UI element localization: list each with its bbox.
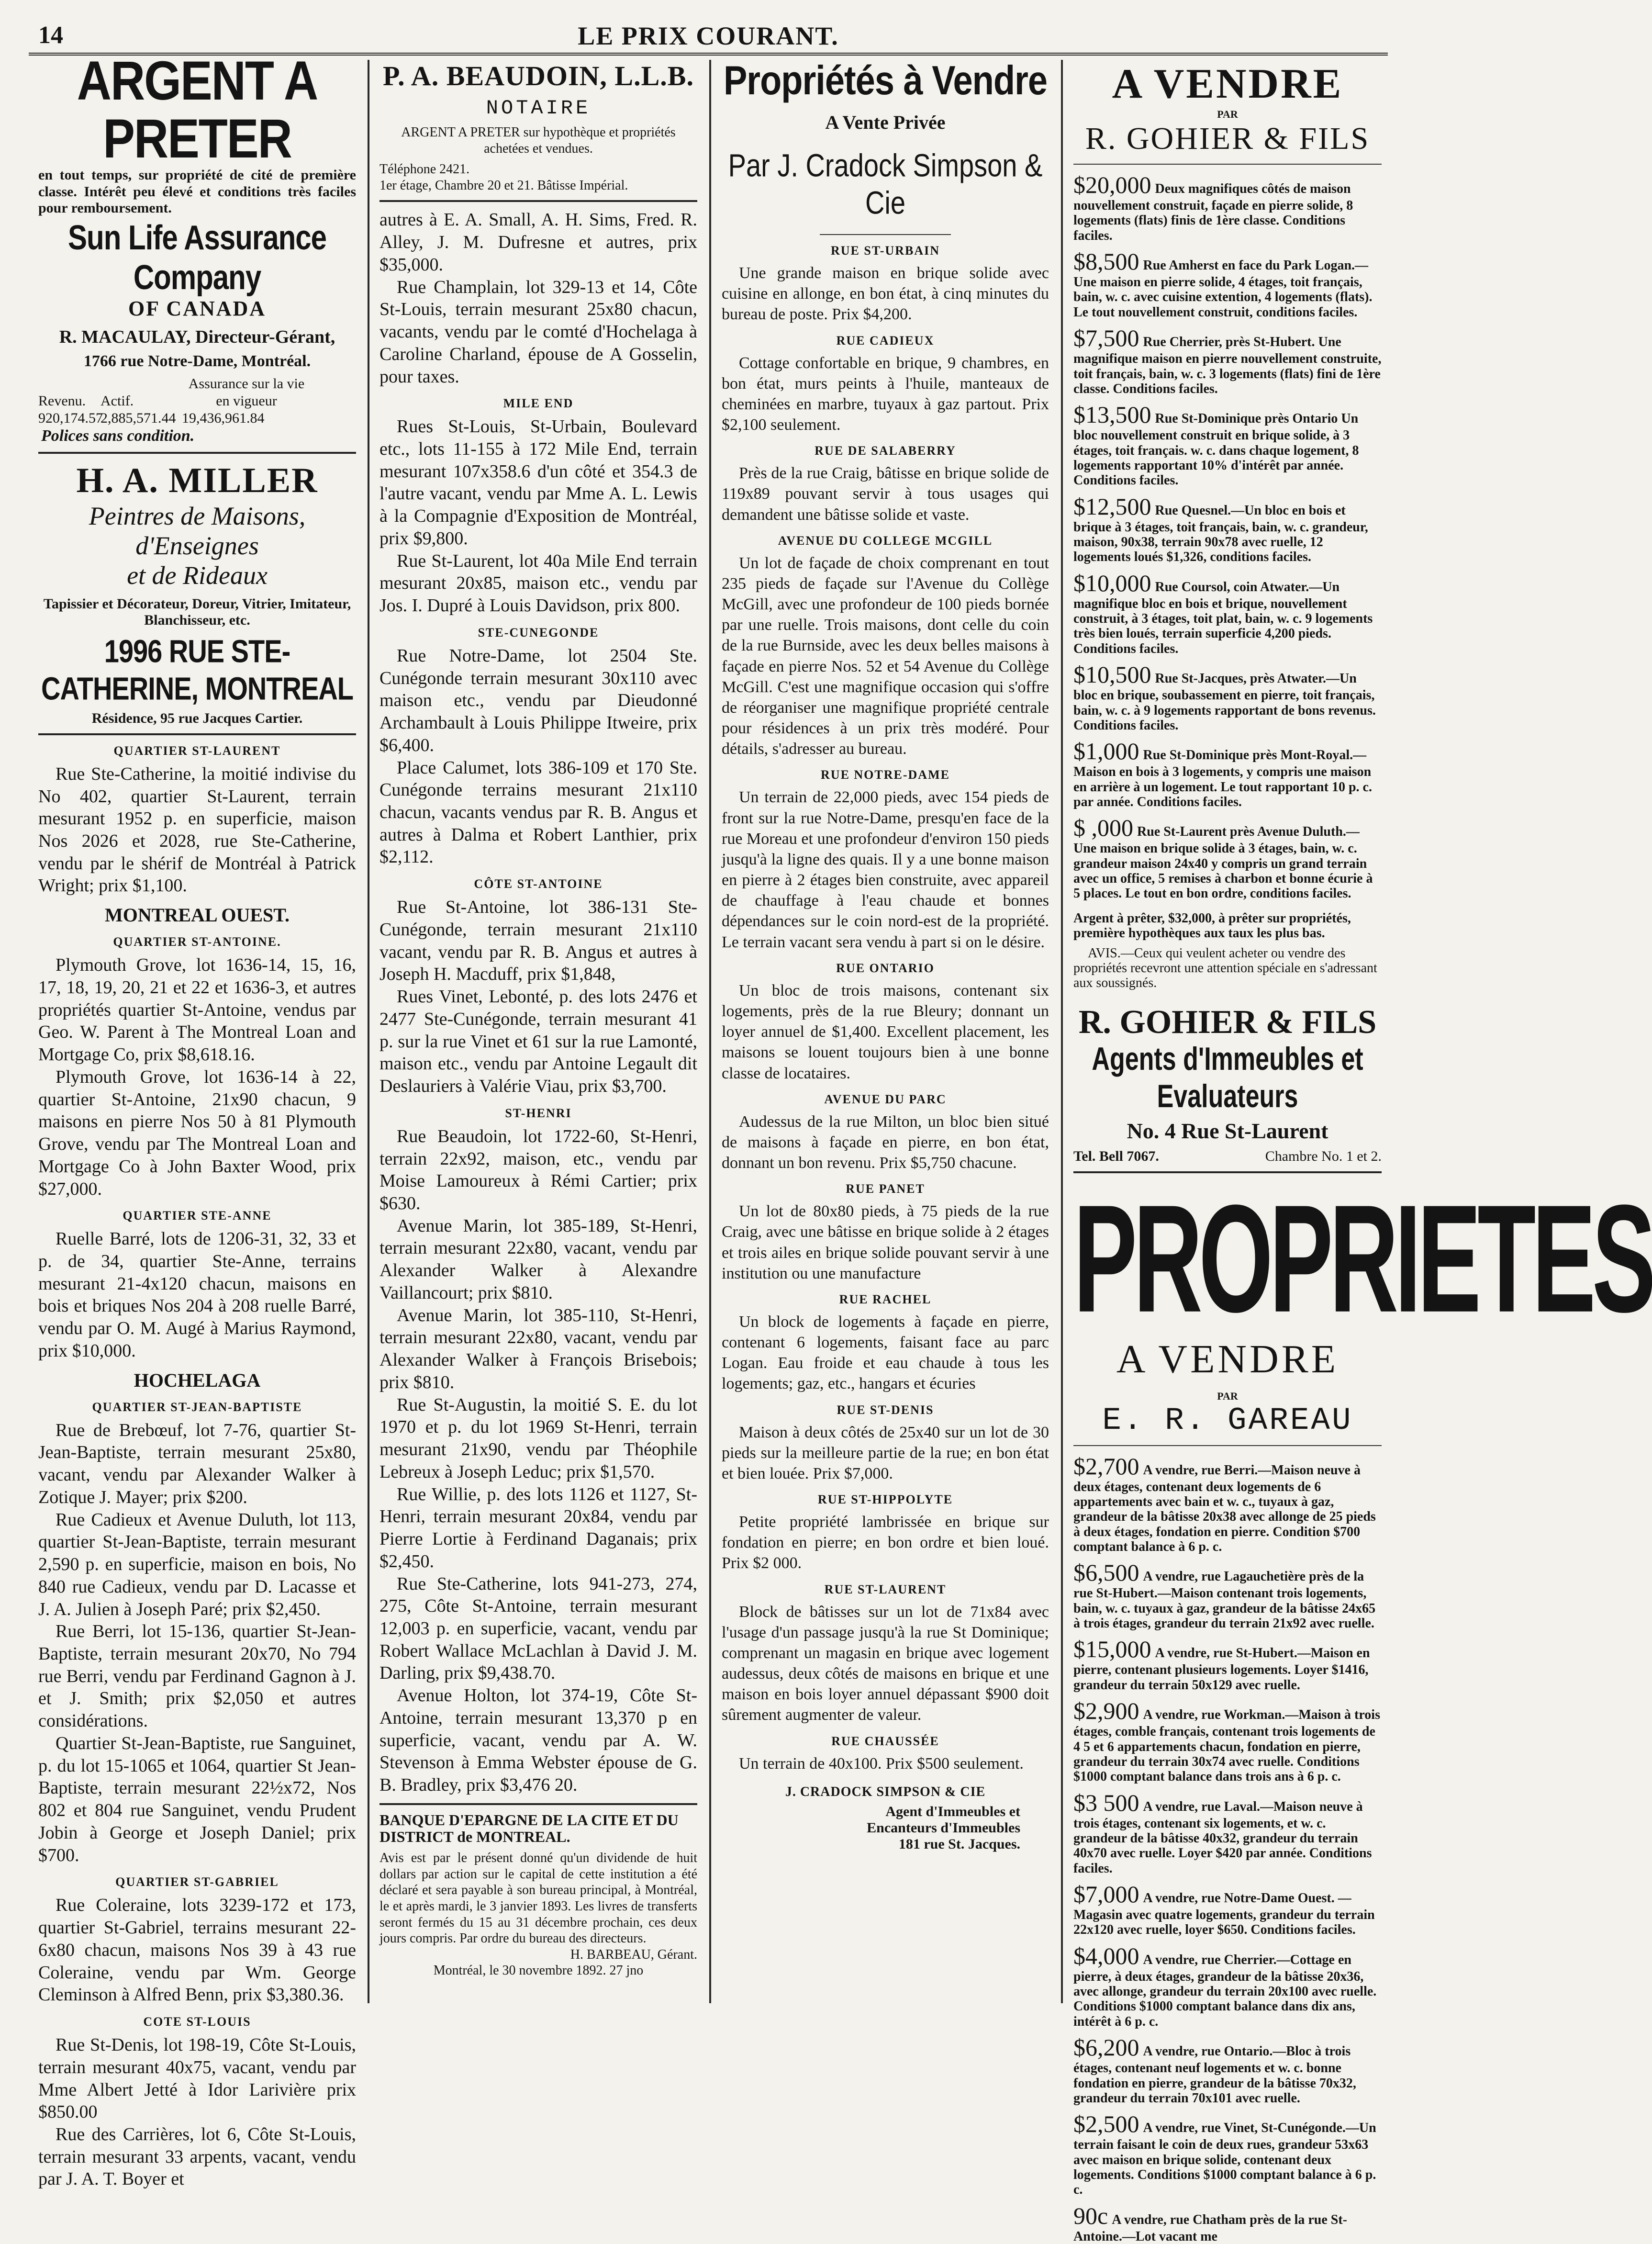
sale-paragraph: Place Calumet, lots 386-109 et 170 Ste. Cunégonde terrains mesurant 21x110 chacun, vacants vendus par R. B. Angus et autres à Dalma et Robert Lanthier, prix $2,112. — [380, 757, 697, 867]
listing-item — [1073, 325, 1382, 396]
section-heading: RUE CADIEUX — [836, 333, 935, 348]
listing-text: A vendre, rue Notre-Dame Ouest. —Magasin avec quatre logements, grandeur du terrain 22x120 avec ruelle, loyer $650. Conditions faciles. — [1073, 1891, 1375, 1938]
listing-text: A vendre, rue Chatham près de la rue St-Antoine.—Lot vacant me — [1073, 2212, 1347, 2244]
agents-title: Agents d'Immeubles et Evaluateurs — [1092, 1041, 1363, 1115]
listing-price: $12,500 — [1073, 493, 1151, 520]
listing-price: $4,000 — [1073, 1942, 1139, 1969]
signature-line: Agent d'Immeubles et — [885, 1803, 1020, 1819]
sale-paragraph: Plymouth Grove, lot 1636-14 à 22, quartier St-Antoine, 21x90 chacun, 9 maisons en pierre Nos 50 à 81 Plymouth Grove, vendu par The Montreal Loan and Mortgage Co à John Baxter Wood, prix $27,000. — [38, 1066, 356, 1199]
listing-paragraph: Un bloc de trois maisons, contenant six logements, près de la rue Bleury; donnant un loyer annuel de $1,400. Excellent placement, les maisons se louent toujours bien à une bonne classe de locataires. — [722, 981, 1049, 1082]
gareau-name: E. R. GAREAU — [1102, 1402, 1353, 1438]
beaudoin-name: P. A. BEAUDOIN, L.L.B. — [383, 60, 694, 91]
section-heading: RUE ST-DENIS — [837, 1402, 934, 1417]
column-3 — [713, 57, 1058, 2003]
argent-title: ARGENT A PRETER — [77, 50, 318, 170]
listing-price: $15,000 — [1073, 1636, 1151, 1663]
table-header: Revenu. — [38, 393, 86, 409]
section-heading: QUARTIER ST-JEAN-BAPTISTE — [92, 1400, 302, 1414]
sale-paragraph: Rue St-Antoine, lot 386-131 Ste-Cunégonde, terrain mesurant 21x110 vacant, vendu par R. B. Angus et autres à Joseph H. Macduff, prix $1,848, — [380, 897, 697, 985]
sale-paragraph: Rue Ste-Catherine, la moitié indivise du No 402, quartier St-Laurent, terrain mesurant 1952 p. en superficie, maison Nos 2026 et 2028, rue Ste-Catherine, vendu par le shérif de Montréal à Patrick Wright; prix $1,100. — [38, 763, 356, 896]
listing-text: A vendre, rue Lagauchetière près de la rue St-Hubert.—Maison contenant trois logements, bain, w. c. tuyaux à gaz, grandeur de la bâtisse 24x65 à trois étages, grandeur du terrain 21x92 avec ruelle. — [1073, 1569, 1376, 1631]
section-heading: RUE ST-HIPPOLYTE — [817, 1492, 953, 1507]
sunlife-title: Sun Life Assurance Company — [68, 218, 326, 297]
argent-notice: Argent à prêter, $32,000, à prêter sur propriétés, première hypothèques aux taux les plus bas. — [1073, 910, 1351, 941]
listing-paragraph: Un terrain de 40x100. Prix $500 seulement. — [739, 1754, 1024, 1773]
section-heading: QUARTIER ST-ANTOINE. — [113, 935, 281, 949]
section-heading: AVENUE DU PARC — [824, 1092, 947, 1106]
listing-paragraph: Cottage confortable en brique, 9 chambres, en bon état, murs peints à l'huile, manteaux de cheminées en marbre, tuyaux à gaz partout. Prix $2,100 seulement. — [722, 354, 1049, 434]
listing-text: A vendre, rue Vinet, St-Cunégonde.—Un terrain faisant le coin de deux rues, grandeur 53x63 avec maison en brique solide, contenant deux logements. Conditions $1000 comptant balance à 6 p. c. — [1073, 2121, 1376, 2198]
listing-price: $2,900 — [1073, 1697, 1139, 1725]
section-heading: RUE ST-URBAIN — [830, 244, 940, 258]
section-heading: HOCHELAGA — [134, 1369, 261, 1391]
sale-paragraph: Avenue Marin, lot 385-110, St-Henri, terrain mesurant 22x80, vacant, vendu par Alexander Walker à François Brisebois; prix $810. — [380, 1305, 697, 1392]
divider — [380, 200, 697, 202]
listing-paragraph: Près de la rue Craig, bâtisse en brique solide de 119x89 pouvant servir à tous usages qui demandent une bâtisse solide et vaste. — [722, 464, 1049, 524]
listing-text: A vendre, rue Laval.—Maison neuve à trois étages, contenant six logements, et w. c. grandeur de la bâtisse 40x32, grandeur du terrain 40x70 avec ruelle. Loyer $420 par année. Conditions faciles. — [1073, 1799, 1372, 1876]
sale-paragraph: Rue Notre-Dame, lot 2504 Ste. Cunégonde terrain mesurant 30x110 avec maison etc., vendu par Dieudonné Archambault à Louis Philippe Itweire, prix $6,400. — [380, 645, 697, 755]
contact-row — [1073, 1148, 1382, 1165]
listing-item — [1073, 814, 1382, 901]
divider — [38, 733, 356, 735]
vente-privee: A Vente Privée — [825, 112, 946, 133]
listing-paragraph: Une grande maison en brique solide avec cuisine en allonge, en bon état, à cinq minutes du bureau de poste. Prix $4,200. — [722, 264, 1049, 324]
listing-text: A vendre, rue Berri.—Maison neuve à deux étages, contenant deux logements de 6 appartements avec bain et w. c., tuyaux à gaz, grandeur de la bâtisse 20x38 avec allonge de 25 pieds à deux étages, fondation en pierre. Condition $700 comptant balance à 6 p. c. — [1073, 1462, 1376, 1555]
section-heading: CÔTE ST-ANTOINE — [474, 877, 603, 891]
column-rule — [709, 60, 711, 2003]
listing-text: Rue St-Laurent près Avenue Duluth.—Une maison en brique solide à 3 étages, bain, w. c. grandeur maison 24x40 y compris un grand terrain avec un office, 5 remises à charbon et bonne écurie à 5 places. Le tout en bon ordre, conditions faciles. — [1073, 824, 1373, 901]
listing-item — [1073, 401, 1382, 488]
column-2 — [371, 60, 706, 2003]
page-number: 14 — [38, 22, 63, 49]
signature-line: Encanteurs d'Immeubles — [867, 1819, 1020, 1836]
listing-item — [1073, 1453, 1382, 1555]
sale-paragraph: Rue Ste-Catherine, lots 941-273, 274, 275, Côte St-Antoine, terrain mesurant 12,003 p. en superficie, vacant, vendu par Robert Wallace McLachlan à David J. M. Darling, prix $9,438.70. — [380, 1573, 697, 1683]
divider — [1073, 164, 1382, 165]
sale-paragraph: Rues Vinet, Lebonté, p. des lots 2476 et 2477 Ste-Cunégonde, terrain mesurant 41 p. sur la rue Vinet et 61 sur la rue Lamonté, maison etc., vendu par Antoine Legault dit Deslauriers à Valérie Viau, prix $3,700. — [380, 987, 697, 1097]
listing-price: 90c — [1073, 2202, 1108, 2229]
listing-item — [1073, 2202, 1382, 2244]
column-rule — [1061, 60, 1063, 2003]
listing-price: $6,200 — [1073, 2034, 1139, 2061]
section-heading: MILE END — [503, 396, 574, 411]
newspaper-title: LE PRIX COURANT. — [578, 22, 839, 50]
polices: Polices sans condition. — [41, 426, 195, 445]
section-heading: QUARTIER ST-GABRIEL — [115, 1875, 279, 1889]
divider — [380, 1803, 697, 1805]
signature: J. CRADOCK SIMPSON & CIE — [785, 1784, 986, 1799]
section-heading: RUE RACHEL — [839, 1292, 932, 1306]
column-4 — [1065, 60, 1652, 2244]
gareau-listings — [1073, 1453, 1382, 2244]
section-heading: RUE DE SALABERRY — [815, 444, 956, 458]
table-header: Actif. — [100, 393, 134, 409]
listing-text: Rue Coursol, coin Atwater.—Un magnifique bloc en bois et brique, nouvellement construit, à 3 étages, toit plat, bain, w. c. 9 logements très bien loués, terrain superficie 4,200 pieds. Conditions faciles. — [1073, 579, 1373, 656]
listing-item — [1073, 1559, 1382, 1631]
sale-paragraph: Rue Coleraine, lots 3239-172 et 173, quartier St-Gabriel, terrains mesurant 22-6x80 chacun, maisons Nos 39 à 43 rue Coleraine, vendu par Wm. George Cleminson à Alfred Benn, prix $3,380.36. — [38, 1895, 356, 2005]
section-heading: RUE PANET — [846, 1182, 925, 1196]
listing-price: $10,500 — [1073, 661, 1151, 688]
sale-paragraph: Rue des Carrières, lot 6, Côte St-Louis, terrain mesurant 33 arpents, vacant, vendu par J. A. T. Boyer et — [38, 2124, 356, 2189]
notaire-office: 1er étage, Chambre 20 et 21. Bâtisse Impérial. — [380, 178, 628, 193]
listing-text: A vendre, rue St-Hubert.—Maison en pierre, contenant plusieurs logements. Loyer $1416, grandeur du terrain 50x129 avec ruelle. — [1073, 1646, 1370, 1693]
gohier-address: No. 4 Rue St-Laurent — [1127, 1118, 1328, 1143]
sale-paragraph: Ruelle Barré, lots de 1206-31, 32, 33 et p. de 34, quartier Ste-Anne, terrains mesurant 21-4x120 chacun, maisons en bois et briques Nos 204 à 208 ruelle Barré, vendu par O. M. Augé à Marius Raymond, prix $10,000. — [38, 1229, 356, 1361]
listing-price: $2,700 — [1073, 1452, 1139, 1480]
listing-price: $20,000 — [1073, 171, 1151, 198]
sale-paragraph: Rue Beaudoin, lot 1722-60, St-Henri, terrain 22x92, maison, etc., vendu par Moise Lamoureux à Rémi Cartier; prix $630. — [380, 1126, 697, 1214]
par-label: PAR — [1217, 108, 1238, 120]
a-vendre-title: A VENDRE — [1112, 61, 1343, 107]
sale-paragraph: Rue de Brebœuf, lot 7-76, quartier St-Jean-Baptiste, terrain mesurant 25x80, vacant, vendu par Alexander Walker à Zotique J. Mayer; prix $200. — [38, 1420, 356, 1507]
listing-item — [1073, 1697, 1382, 1784]
listing-price: $1,000 — [1073, 738, 1139, 765]
listing-item — [1073, 1881, 1382, 1938]
section-heading: RUE NOTRE-DAME — [821, 768, 950, 782]
miller-address: 1996 RUE STE-CATHERINE, MONTREAL — [41, 632, 353, 707]
listing-text: Rue Cherrier, près St-Hubert. Une magnifique maison en pierre nouvellement construite, toit français, bain, w. c. 3 logements (flats) fini de 1ère classe. Conditions faciles. — [1073, 335, 1382, 396]
listing-text: A vendre, rue Workman.—Maison à trois étages, comble français, contenant trois logements de 4 5 et 6 appartements chacun, fondation en pierre, grandeur du terrain 30x74 avec ruelle. Conditions $1000 comptant balance dans trois ans à 6 p. c. — [1073, 1707, 1380, 1784]
listing-text: A vendre, rue Ontario.—Bloc à trois étages, contenant neuf logements et w. c. bonne fondation en pierre, grandeur de la bâtisse 70x32, grandeur du terrain 70x101 avec ruelle. — [1073, 2044, 1356, 2106]
listing-paragraph: Petite propriété lambrissée en brique sur fondation en pierre; en bon ordre et bien loué. Prix $2 000. — [722, 1513, 1049, 1572]
sale-paragraph: Avenue Holton, lot 374-19, Côte St-Antoine, terrain mesurant 13,370 p en superficie, vacant, vendu par A. W. Stevenson à Emma Webster épouse de G. B. Bradley, prix $3,476 20. — [380, 1685, 697, 1795]
column-rule — [368, 60, 369, 2003]
table-cell: 920,174.57 — [38, 410, 103, 426]
listing-item — [1073, 2034, 1382, 2106]
section-heading: QUARTIER ST-LAURENT — [113, 743, 281, 758]
sunlife-sub: OF CANADA — [128, 296, 267, 320]
listing-price: $7,500 — [1073, 325, 1139, 352]
assurance-table — [38, 375, 356, 427]
sale-paragraph: Rue St-Denis, lot 198-19, Côte St-Louis, terrain mesurant 40x75, vacant, vendu par Mme Albert Jetté à Idor Larivière prix $850.00 — [38, 2035, 356, 2122]
avis-notice: AVIS.—Ceux qui veulent acheter ou vendre des propriétés recevront une attention spéciale en s'adressant aux soussignés. — [1073, 945, 1377, 991]
listing-text: Deux magnifiques côtés de maison nouvellement construit, façade en pierre solide, 8 logements (flats) finis de 1ère classe. Conditions faciles. — [1073, 181, 1353, 243]
section-heading: AVENUE DU COLLEGE MCGILL — [778, 533, 993, 548]
listing-text: Rue St-Dominique près Ontario Un bloc nouvellement construit en brique solide, à 3 étages, toit français. w. c. dans chaque logement, 8 logements rapportant 10% d'intérêt par année. Conditions faciles. — [1073, 411, 1359, 488]
listing-item — [1073, 2110, 1382, 2197]
listing-price: $2,500 — [1073, 2110, 1139, 2138]
section-heading: RUE ONTARIO — [836, 961, 935, 975]
listing-paragraph: Un terrain de 22,000 pieds, avec 154 pieds de front sur la rue Notre-Dame, presqu'en face de la rue Moreau et une profondeur d'environ 150 pieds jusqu'à la ligne des quais. Il y a une bonne maison en pierre à 2 étages bien construite, avec appareil de chauffage à l'eau chaude et bonnes dépendances sur le coin nord-est de la propriété. Le terrain vacant sera vendu à part si on le désire. — [722, 788, 1049, 951]
miller-residence: Résidence, 95 rue Jacques Cartier. — [91, 710, 303, 726]
sale-paragraph: Rue Cadieux et Avenue Duluth, lot 113, quartier St-Jean-Baptiste, terrain mesurant 2,590 p. en superficie, maison en bois, No 840 rue Cadieux, vendu par D. Lacasse et J. A. Julien à Joseph Paré; prix $2,450. — [38, 1509, 356, 1619]
gohier-name: R. GOHIER & FILS — [1085, 121, 1370, 156]
column-1 — [30, 50, 365, 2189]
notaire-tel: Téléphone 2421. — [380, 162, 470, 177]
bank-date: Montréal, le 30 novembre 1892. 27 jno — [433, 1963, 644, 1978]
miller-name: H. A. MILLER — [76, 460, 318, 500]
listing-price: $8,500 — [1073, 248, 1139, 275]
listing-paragraph: Block de bâtisses sur un lot de 71x84 avec l'usage d'un passage jusqu'à la rue St Dominique; comprenant un magasin en brique avec logement audessus, deux côtés de maisons en brique et une maison en bois loyer annuel dépassant $900 doit sûrement augmenter de valeur. — [722, 1603, 1049, 1724]
section-heading: RUE CHAUSSÉE — [831, 1734, 939, 1748]
table-cell: 19,436,961.84 — [182, 410, 265, 426]
signature-line: 181 rue St. Jacques. — [898, 1836, 1020, 1852]
section-heading: RUE ST-LAURENT — [824, 1582, 947, 1596]
page-header — [29, 14, 1388, 56]
sale-paragraph: Quartier St-Jean-Baptiste, rue Sanguinet, p. du lot 15-1065 et 1064, quartier St Jean-Baptiste, terrain mesurant 22½x72, Nos 802 et 804 rue Sanguinet, vendu Prudent Jobin à George et Joseph Daniel; prix $700. — [38, 1733, 356, 1865]
listing-price: $ ,000 — [1073, 814, 1133, 842]
listing-paragraph: Un block de logements à façade en pierre, contenant 6 logements, faisant face au parc Logan. Eau froide et eau chaude à tous les logements; gaz, etc., hangars et écuries — [722, 1313, 1049, 1393]
gohier-listings — [1073, 171, 1382, 901]
divider — [1073, 1171, 1382, 1173]
listing-paragraph: Un lot de façade de choix comprenant en tout 235 pieds de façade sur l'Avenue du Collège McGill, avec une profondeur de 100 pieds bornée par une ruelle. Trois maisons, dont celle du coin de la rue Burnside, avec les deux belles maisons à façade en pierre Nos. 52 et 54 Avenue du Collège McGill. C'est une magnifique occasion qui s'offre de réorganiser une magnifique propriété centrale pour résidences à un prix très modéré. Pour détails, s'adresser au bureau. — [722, 554, 1049, 758]
notaire-title: NOTAIRE — [486, 97, 591, 120]
listing-item — [1073, 248, 1382, 320]
listing-price: $10,000 — [1073, 569, 1151, 596]
listing-text: Rue Quesnel.—Un bloc en bois et brique à 3 étages, toit français, bain, w. c. grandeur, maison, 90x38, terrain 90x78 avec ruelle, 12 logements loués $1,326, conditions faciles. — [1073, 503, 1368, 565]
listing-item — [1073, 1789, 1382, 1876]
listing-item — [1073, 570, 1382, 656]
sale-paragraph: Rue St-Laurent, lot 40a Mile End terrain mesurant 20x85, maison etc., vendu par Jos. I. Dupré à Louis Davidson, prix 800. — [380, 550, 697, 616]
telephone: Tel. Bell 7067. — [1073, 1148, 1159, 1164]
a-vendre-subtitle: A VENDRE — [1116, 1336, 1339, 1381]
listing-text: Rue Amherst en face du Park Logan.—Une maison en pierre solide, 4 étages, toit français, bain, w. c. avec cuisine extention, 4 logements (flats). Le tout nouvellement construit, conditions faciles. — [1073, 258, 1373, 320]
listing-text: A vendre, rue Cherrier.—Cottage en pierre, à deux étages, grandeur de la bâtisse 20x36, avec allonge, grandeur du terrain 20x100 avec ruelle. Conditions $1000 comptant balance dans dix ans, intérêt à 6 p. c. — [1073, 1952, 1377, 2029]
section-heading: ST-HENRI — [505, 1106, 572, 1120]
section-heading: COTE ST-LOUIS — [143, 2015, 251, 2029]
argent-text: en tout temps, sur propriété de cité de première classe. Intérêt peu élevé et conditions très faciles pour remboursement. — [38, 167, 356, 216]
miller-text: Tapissier et Décorateur, Doreur, Vitrier, Imitateur, Blanchisseur, etc. — [43, 595, 351, 628]
proprietes-title: Propriétés à Vendre — [723, 57, 1048, 103]
table-cell: 2,885,571.44 — [100, 410, 176, 426]
table-header: Assurance sur la vie en vigueur — [188, 375, 305, 409]
listing-item — [1073, 1942, 1382, 2029]
listing-item — [1073, 493, 1382, 565]
listing-price: $3 500 — [1073, 1789, 1139, 1816]
listing-price: $13,500 — [1073, 401, 1151, 428]
chambre: Chambre No. 1 et 2. — [1265, 1148, 1382, 1164]
listing-item — [1073, 738, 1382, 809]
bank-text: Avis est par le présent donné qu'un dividende de huit dollars par action sur le capital de cette institution a été déclaré et sera payable à son bureau principal, à Montréal, le et après mardi, le 3 janvier 1893. Les livres de transferts seront fermés du 15 au 31 décembre prochain, ces deux jours compris. Par ordre du bureau des directeurs. — [380, 1851, 697, 1946]
divider — [38, 452, 356, 454]
section-heading: STE-CUNEGONDE — [478, 625, 599, 640]
listing-item — [1073, 1636, 1382, 1693]
sale-paragraph: Rue Champlain, lot 329-13 et 14, Côte St-Louis, terrain mesurant 25x80 chacun, vacants, vendu par le comté d'Hochelaga à Caroline Charland, épouse de A Gosselin, pour taxes. — [380, 277, 697, 387]
gohier-name-2: R. GOHIER & FILS — [1078, 1003, 1377, 1041]
miller-sub: Peintres de Maisons, d'Enseignes — [89, 501, 306, 560]
address: 1766 rue Notre-Dame, Montréal. — [83, 352, 311, 370]
notaire-text: ARGENT A PRETER sur hypothèque et propriétés achetées et vendues. — [401, 125, 676, 156]
listing-paragraph: Un lot de 80x80 pieds, à 75 pieds de la rue Craig, avec une bâtisse en brique solide à 2 étages et trois ailes en brique solide pouvant servir à une institution ou une manufacture — [722, 1202, 1049, 1282]
bank-title: BANQUE D'EPARGNE DE LA CITE ET DU DISTRICT de MONTREAL. — [380, 1811, 679, 1846]
sale-paragraph: Rue Berri, lot 15-136, quartier St-Jean-Baptiste, terrain mesurant 20x70, No 794 rue Berri, vendu par Ferdinand Gagnon à J. et J. Smith; prix $2,050 et autres considérations. — [38, 1621, 356, 1731]
divider — [820, 234, 951, 235]
par-label: PAR — [1217, 1390, 1238, 1402]
sale-paragraph: Rue St-Augustin, la moitié S. E. du lot 1970 et p. du lot 1969 St-Henri, terrain mesurant 21x90, vendu par Théophile Lebreux à Joseph Leduc; prix $1,570. — [380, 1394, 697, 1482]
listing-price: $7,000 — [1073, 1881, 1139, 1908]
miller-sub: et de Rideaux — [127, 561, 268, 590]
cradock-title: Par J. Cradock Simpson & Cie — [728, 147, 1043, 221]
bank-sign: H. BARBEAU, Gérant. — [570, 1947, 697, 1962]
director: R. MACAULAY, Directeur-Gérant, — [59, 326, 335, 347]
listing-price: $6,500 — [1073, 1559, 1139, 1586]
sale-paragraph: autres à E. A. Small, A. H. Sims, Fred. R. Alley, J. M. Dufresne et autres, prix $35,000. — [380, 210, 697, 275]
section-heading: MONTREAL OUEST. — [105, 904, 290, 926]
sale-paragraph: Plymouth Grove, lot 1636-14, 15, 16, 17, 18, 19, 20, 21 et 22 et 1636-3, et autres propriétés quartier St-Antoine, vendus par Geo. W. Parent à The Montreal Loan and Mortgage Co, prix $8,618.16. — [38, 955, 356, 1065]
sale-paragraph: Avenue Marin, lot 385-189, St-Henri, terrain mesurant 22x80, vacant, vendu par Alexander Walker à Alexandre Vaillancourt; prix $810. — [380, 1215, 697, 1303]
section-heading: QUARTIER STE-ANNE — [123, 1209, 272, 1223]
listing-paragraph: Audessus de la rue Milton, un bloc bien situé de maisons à façade en pierre, en bon état, donnant un bon revenu. Prix $5,750 chacune. — [722, 1112, 1049, 1172]
listing-text: Rue St-Jacques, près Atwater.—Un bloc en brique, soubassement en pierre, toit français, bain, w. c. à 9 logements rapportant de bons revenus. Conditions faciles. — [1073, 671, 1376, 733]
listing-paragraph: Maison à deux côtés de 25x40 sur un lot de 30 pieds sur la meilleure partie de la rue; en bon état et bien louée. Prix $7,000. — [722, 1423, 1049, 1482]
listing-item — [1073, 661, 1382, 733]
listing-item — [1073, 171, 1382, 243]
proprietes-heading: PROPRIETES — [1073, 1173, 1652, 1345]
listing-text: Rue St-Dominique près Mont-Royal.—Maison en bois à 3 logements, y compris une maison en arrière à un logement. Le tout rapportant 10 p. c. par année. Conditions faciles. — [1073, 748, 1372, 809]
sale-paragraph: Rue Willie, p. des lots 1126 et 1127, St-Henri, terrain mesurant 20x84, vendu par Pierre Lortie à Ferdinand Daganais; prix $2,450. — [380, 1484, 697, 1571]
divider — [1073, 1445, 1382, 1446]
sale-paragraph: Rues St-Louis, St-Urbain, Boulevard etc., lots 11-155 à 172 Mile End, terrain mesurant 107x358.6 d'un côté et 354.3 de l'autre vacant, vendu par Mme A. L. Lewis à la Compagnie d'Exposition de Montréal, prix $9,800. — [380, 416, 697, 549]
